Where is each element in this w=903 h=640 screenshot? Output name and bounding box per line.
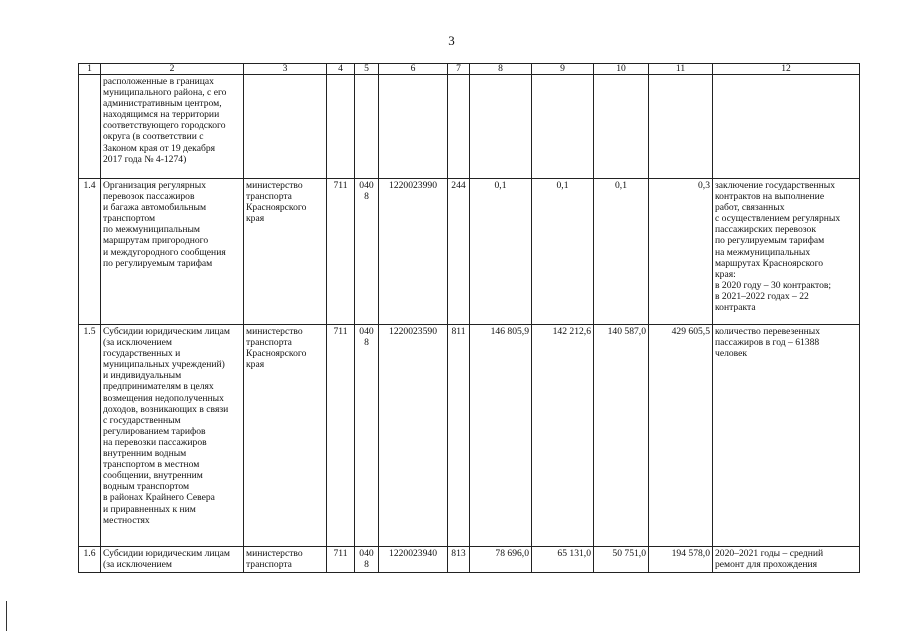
grbs-code (327, 75, 355, 179)
header-cell: 6 (379, 64, 448, 75)
scan-margin-line (6, 601, 7, 631)
csr-code (379, 75, 448, 179)
row-number: 1.4 (79, 179, 101, 325)
vr-code: 811 (448, 325, 470, 547)
header-row (79, 64, 860, 75)
row-number (79, 75, 101, 179)
row-number: 1.5 (79, 325, 101, 547)
header-cell: 5 (355, 64, 379, 75)
rzpr-code: 0408 (355, 179, 379, 325)
grbs-code: 711 (327, 547, 355, 573)
header-cell: 12 (713, 64, 860, 75)
expected-result: заключение государственных контрактов на выполнение работ, связанных с осуществлением регулярных пассажирских перевозок по регулируемым тарифам на межмуниципальных маршрутах Красноярского края: в 2020 году – 30 контрактов; в 2021–2022 годах – 22 контракта (713, 179, 860, 325)
vr-code: 244 (448, 179, 470, 325)
grbs-code: 711 (327, 179, 355, 325)
header-cell: 4 (327, 64, 355, 75)
vr-code (448, 75, 470, 179)
rzpr-code: 0408 (355, 547, 379, 573)
expected-result (713, 75, 860, 179)
vr-code: 813 (448, 547, 470, 573)
amount-2020: 0,1 (470, 179, 532, 325)
responsible-org: министерство транспорта (244, 547, 327, 573)
amount-2020: 78 696,0 (470, 547, 532, 573)
header-cell: 3 (244, 64, 327, 75)
header-cell: 1 (79, 64, 101, 75)
header-cell: 8 (470, 64, 532, 75)
amount-2022: 50 751,0 (594, 547, 649, 573)
header-cell: 7 (448, 64, 470, 75)
amount-2021: 0,1 (532, 179, 594, 325)
table-row (79, 179, 860, 325)
table-row (79, 547, 860, 573)
table-row (79, 75, 860, 179)
amount-2021: 142 212,6 (532, 325, 594, 547)
amount-2022 (594, 75, 649, 179)
amount-total: 429 605,5 (649, 325, 713, 547)
table-row (79, 325, 860, 547)
amount-total (649, 75, 713, 179)
responsible-org (244, 75, 327, 179)
rzpr-code: 0408 (355, 325, 379, 547)
budget-table (78, 63, 860, 573)
measure-name: Субсидии юридическим лицам (за исключением государственных и муниципальных учреждений) и индивидуальным предпринимателям в целях возмещения недополученных доходов, возникающих в связи с государственным регулированием тарифов на перевозки пассажиров внутренним водным транспортом в местном сообщении, внутренним водным транспортом в районах Крайнего Севера и приравненных к ним местностях (101, 325, 244, 547)
amount-2022: 0,1 (594, 179, 649, 325)
expected-result: 2020–2021 годы – средний ремонт для прохождения (713, 547, 860, 573)
header-cell: 11 (649, 64, 713, 75)
amount-2020: 146 805,9 (470, 325, 532, 547)
page-number: 3 (448, 33, 455, 48)
header-cell: 10 (594, 64, 649, 75)
csr-code: 1220023940 (379, 547, 448, 573)
rzpr-code (355, 75, 379, 179)
responsible-org: министерство транспорта Красноярского края (244, 325, 327, 547)
measure-name: Субсидии юридическим лицам (за исключением (101, 547, 244, 573)
csr-code: 1220023990 (379, 179, 448, 325)
amount-2020 (470, 75, 532, 179)
amount-total: 194 578,0 (649, 547, 713, 573)
csr-code: 1220023590 (379, 325, 448, 547)
amount-2021: 65 131,0 (532, 547, 594, 573)
measure-name: расположенные в границах муниципального района, с его административным центром, находящимся на территории соответствующего городского округа (в соответствии с Законом края от 19 декабря 2017 года № 4-1274) (101, 75, 244, 179)
grbs-code: 711 (327, 325, 355, 547)
row-number: 1.6 (79, 547, 101, 573)
responsible-org: министерство транспорта Красноярского края (244, 179, 327, 325)
amount-2021 (532, 75, 594, 179)
amount-2022: 140 587,0 (594, 325, 649, 547)
amount-total: 0,3 (649, 179, 713, 325)
header-cell: 2 (101, 64, 244, 75)
measure-name: Организация регулярных перевозок пассажиров и багажа автомобильным транспортом по межмуниципальным маршрутам пригородного и междугородного сообщения по регулируемым тарифам (101, 179, 244, 325)
header-cell: 9 (532, 64, 594, 75)
expected-result: количество перевезенных пассажиров в год – 61388 человек (713, 325, 860, 547)
